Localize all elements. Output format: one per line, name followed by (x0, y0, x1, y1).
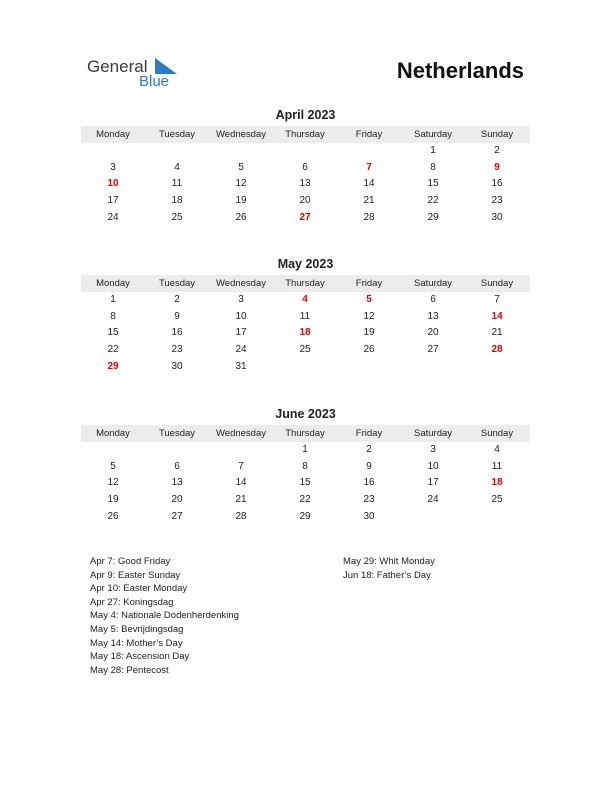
weekday-label: Saturday (413, 428, 453, 439)
month-title: April 2023 (275, 108, 336, 122)
day-cell: 27 (299, 211, 311, 223)
day-cell: 24 (427, 494, 439, 506)
week-row (81, 143, 530, 160)
day-cell: 3 (238, 294, 244, 305)
day-cell: 10 (427, 460, 439, 472)
day-cell: 12 (235, 178, 247, 190)
day-cell: 24 (235, 344, 247, 356)
day-cell: 13 (171, 477, 183, 489)
day-cell: 11 (299, 310, 311, 322)
day-cell: 22 (299, 494, 311, 506)
weekday-header (81, 425, 530, 442)
day-cell: 21 (235, 494, 247, 506)
day-cell: 26 (107, 510, 119, 522)
day-cell: 15 (299, 477, 311, 489)
day-cell: 9 (494, 161, 500, 173)
day-cell: 25 (299, 344, 311, 356)
week-row (81, 442, 530, 459)
day-cell: 30 (171, 360, 183, 372)
week-row (81, 160, 530, 177)
empty-day-cell (337, 143, 401, 160)
holiday-item: May 28: Pentecost (90, 664, 169, 676)
day-cell: 25 (171, 211, 183, 223)
day-cell: 21 (491, 327, 503, 339)
day-cell: 18 (171, 195, 183, 207)
week-row (81, 193, 530, 210)
day-cell: 16 (171, 327, 183, 339)
day-cell: 1 (302, 444, 308, 455)
day-cell: 17 (235, 327, 247, 339)
day-cell: 20 (427, 327, 439, 339)
empty-day-cell (81, 143, 145, 160)
day-cell: 27 (427, 344, 439, 356)
month-title: June 2023 (275, 407, 336, 421)
day-cell: 1 (430, 145, 436, 156)
day-cell: 17 (107, 195, 119, 207)
day-cell: 29 (299, 510, 311, 522)
day-cell: 20 (299, 195, 311, 207)
day-cell: 19 (107, 494, 119, 506)
day-cell: 10 (235, 310, 247, 322)
empty-day-cell (465, 509, 529, 526)
weekday-label: Friday (355, 428, 383, 439)
day-cell: 7 (366, 161, 372, 173)
day-cell: 23 (491, 195, 503, 207)
day-cell: 28 (363, 211, 375, 223)
day-cell: 6 (302, 161, 308, 173)
logo-triangle-icon (155, 58, 177, 74)
empty-day-cell (401, 359, 465, 376)
day-cell: 22 (427, 195, 439, 207)
day-cell: 2 (174, 294, 180, 305)
weekday-label: Tuesday (158, 129, 196, 140)
day-cell: 16 (363, 477, 375, 489)
day-cell: 12 (363, 310, 375, 322)
day-cell: 1 (110, 294, 116, 305)
day-cell: 7 (238, 460, 244, 472)
day-cell: 30 (491, 211, 503, 223)
day-cell: 2 (494, 145, 500, 156)
day-cell: 4 (302, 294, 308, 305)
day-cell: 6 (430, 294, 436, 305)
week-row (81, 325, 530, 342)
weekday-header (81, 275, 530, 292)
day-cell: 28 (491, 344, 503, 356)
day-cell: 4 (174, 161, 180, 173)
month-calendar-may (81, 256, 530, 375)
weekday-label: Saturday (413, 278, 453, 289)
day-cell: 18 (491, 477, 503, 489)
holiday-item: May 18: Ascension Day (90, 651, 190, 663)
week-row (81, 492, 530, 509)
day-cell: 11 (171, 178, 183, 190)
general-blue-logo (87, 57, 187, 91)
weekday-label: Thursday (285, 428, 325, 439)
day-cell: 19 (235, 195, 247, 207)
day-cell: 20 (171, 494, 183, 506)
day-cell: 29 (427, 211, 439, 223)
day-cell: 3 (430, 444, 436, 455)
day-cell: 29 (107, 360, 119, 372)
weekday-label: Wednesday (216, 428, 266, 439)
holiday-item: May 29: Whit Monday (343, 556, 435, 567)
weekday-label: Friday (355, 278, 383, 289)
day-cell: 17 (427, 477, 439, 489)
holiday-item: May 4: Nationale Dodenherdenking (90, 610, 239, 622)
week-row (81, 210, 530, 227)
week-row (81, 459, 530, 476)
day-cell: 5 (238, 161, 244, 173)
day-cell: 9 (174, 310, 180, 322)
weekday-label: Saturday (413, 129, 453, 140)
month-calendar-june (81, 406, 530, 525)
day-cell: 21 (363, 195, 375, 207)
week-row (81, 292, 530, 309)
weekday-label: Monday (96, 278, 130, 289)
holiday-item: Apr 27: Koningsdag (90, 596, 174, 608)
day-cell: 27 (171, 510, 183, 522)
day-cell: 14 (363, 178, 375, 190)
holiday-item: Apr 10: Easter Monday (90, 583, 188, 595)
week-row (81, 359, 530, 376)
logo-blue-text: Blue (139, 73, 170, 90)
weekday-label: Wednesday (216, 129, 266, 140)
empty-day-cell (401, 509, 465, 526)
day-cell: 8 (110, 310, 116, 322)
day-cell: 3 (110, 161, 116, 173)
day-cell: 13 (299, 178, 311, 190)
month-title: May 2023 (277, 257, 334, 271)
empty-day-cell (145, 143, 209, 160)
holiday-list-right (343, 555, 435, 582)
weekday-label: Tuesday (158, 428, 196, 439)
empty-day-cell (145, 442, 209, 459)
holiday-item: Apr 7: Good Friday (90, 556, 171, 567)
day-cell: 10 (107, 178, 119, 190)
day-cell: 14 (235, 477, 247, 489)
day-cell: 15 (107, 327, 119, 339)
weekday-label: Wednesday (216, 278, 266, 289)
month-calendar-april (81, 107, 530, 226)
country-title: Netherlands (396, 58, 524, 83)
empty-day-cell (209, 143, 273, 160)
day-cell: 4 (494, 444, 500, 455)
weekday-label: Monday (96, 129, 130, 140)
day-cell: 30 (363, 510, 375, 522)
day-cell: 5 (110, 460, 116, 472)
day-cell: 12 (107, 477, 119, 489)
week-row (81, 475, 530, 492)
day-cell: 6 (174, 460, 180, 472)
empty-day-cell (81, 442, 145, 459)
weekday-label: Friday (355, 129, 383, 140)
empty-day-cell (273, 143, 337, 160)
weekday-label: Sunday (480, 278, 514, 289)
day-cell: 28 (235, 510, 247, 522)
weekday-label: Sunday (480, 428, 514, 439)
week-row (81, 176, 530, 193)
week-row (81, 342, 530, 359)
empty-day-cell (209, 442, 273, 459)
day-cell: 18 (299, 327, 311, 339)
holiday-item: Jun 18: Father’s Day (343, 569, 431, 581)
day-cell: 13 (427, 310, 439, 322)
empty-day-cell (465, 359, 529, 376)
weekday-label: Monday (96, 428, 130, 439)
day-cell: 26 (235, 211, 247, 223)
week-row (81, 509, 530, 526)
day-cell: 16 (491, 178, 503, 190)
weekday-label: Tuesday (158, 278, 196, 289)
day-cell: 19 (363, 327, 375, 339)
day-cell: 2 (366, 444, 372, 455)
day-cell: 7 (494, 294, 500, 305)
logo-general-text: General (87, 57, 148, 76)
day-cell: 24 (107, 211, 119, 223)
day-cell: 5 (366, 294, 372, 305)
day-cell: 23 (363, 494, 375, 506)
week-row (81, 309, 530, 326)
day-cell: 26 (363, 344, 375, 356)
holiday-item: May 14: Mother’s Day (90, 637, 183, 649)
day-cell: 14 (491, 310, 503, 322)
day-cell: 31 (235, 360, 247, 372)
holiday-item: Apr 9: Easter Sunday (90, 569, 181, 581)
day-cell: 8 (430, 161, 436, 173)
day-cell: 11 (491, 460, 503, 472)
holiday-item: May 5: Bevrijdingsdag (90, 623, 184, 635)
day-cell: 22 (107, 344, 119, 356)
day-cell: 23 (171, 344, 183, 356)
empty-day-cell (273, 359, 337, 376)
day-cell: 9 (366, 460, 372, 472)
day-cell: 8 (302, 460, 308, 472)
weekday-label: Thursday (285, 129, 325, 140)
day-cell: 25 (491, 494, 503, 506)
empty-day-cell (337, 359, 401, 376)
weekday-label: Thursday (285, 278, 325, 289)
day-cell: 15 (427, 178, 439, 190)
weekday-label: Sunday (480, 129, 514, 140)
holiday-list-left (90, 555, 239, 677)
weekday-header (81, 126, 530, 143)
